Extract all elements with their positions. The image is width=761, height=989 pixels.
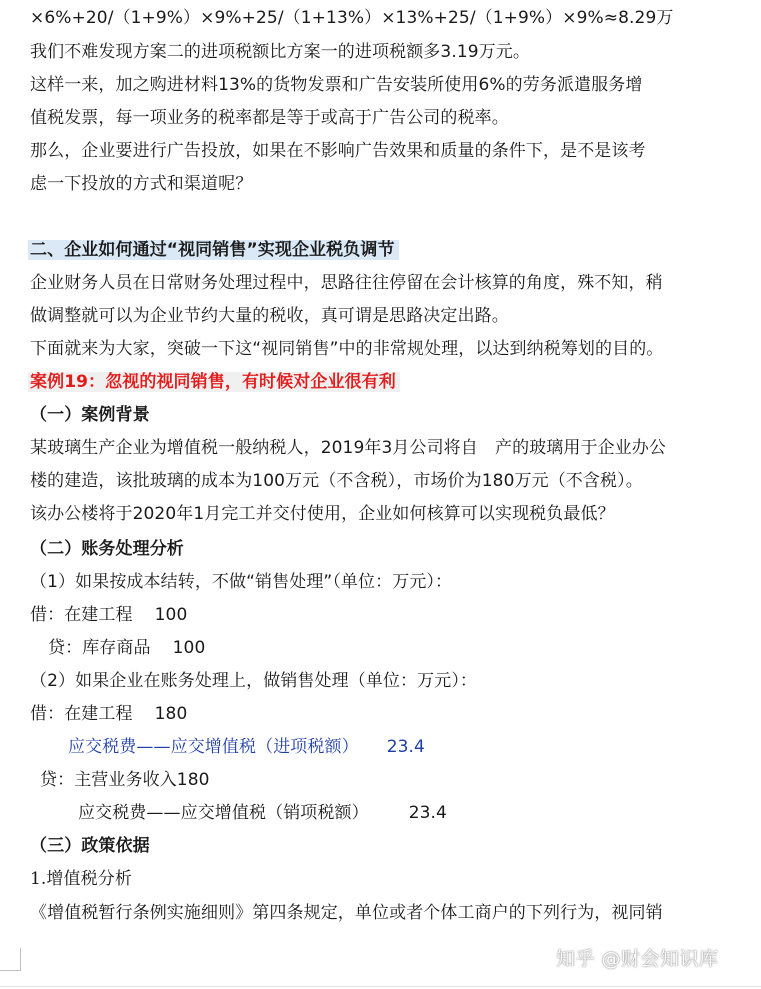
entry-amount: 23.4 [408,803,447,823]
entry-amount: 23.4 [386,737,425,757]
subheading: （三）政策依据 [30,836,150,856]
paragraph-line: 企业财务人员在日常财务处理过程中，思路往往停留在会计核算的角度，殊不知，稍 [30,273,663,293]
watermark: 知乎 @财会知识库 [556,948,719,970]
entry-account: 应交税费——应交增值税（销项税额） [78,803,369,823]
journal-entry-credit-tax [78,801,447,825]
paragraph-line: 这样一来，加之购进材料13%的货物发票和广告安装所使用6%的劳务派遣服务增 [30,75,643,95]
paragraph-line: 做调整就可以为企业节约大量的税收，真可谓是思路决定出路。 [30,306,509,326]
paragraph-line: 那么，企业要进行广告投放，如果在不影响广告效果和质量的条件下，是不是该考 [30,141,646,161]
journal-entry-credit [48,636,205,660]
paragraph-line: 《增值税暂行条例实施细则》第四条规定，单位或者个体工商户的下列行为，视同销 [30,903,663,923]
paragraph-line: 某玻璃生产企业为增值税一般纳税人，2019年3月公司将自 产的玻璃用于企业办公 [30,438,666,458]
paragraph-line: 下面就来为大家，突破一下这“视同销售”中的非常规处理，以达到纳税筹划的目的。 [30,339,664,359]
entry-account: 应交税费——应交增值税（进项税额） [68,737,359,757]
journal-entry-debit-tax [68,735,425,759]
paragraph-line: 值税发票，每一项业务的税率都是等于或高于广告公司的税率。 [30,108,509,128]
entry-account: 借：在建工程 [30,605,133,625]
paragraph-line: 虑一下投放的方式和渠道呢？ [30,174,253,194]
entry-account: 借：在建工程 [30,704,133,724]
paragraph-line: 1.增值税分析 [30,869,132,889]
paragraph-line: 楼的建造，该批玻璃的成本为100万元（不含税），市场价为180万元（不含税）。 [30,471,643,491]
subheading: （二）账务处理分析 [30,539,184,559]
entry-amount: 100 [172,638,206,658]
case-title [30,370,400,394]
entry-amount: 180 [154,704,188,724]
formula-line: ×6%+20/（1+9%）×9%+25/（1+13%）×13%+25/（1+9%）×9%≈8.29万 [30,8,674,28]
paragraph-line: （2）如果企业在账务处理上，做销售处理（单位：万元）： [30,671,478,691]
paragraph-line: 我们不难发现方案二的进项税额比方案一的进项税额多3.19万元。 [30,42,530,62]
paragraph-line: （1）如果按成本结转，不做“销售处理”（单位：万元）： [30,572,453,592]
journal-entry-debit [30,702,187,726]
paragraph-line: 该办公楼将于2020年1月完工并交付使用，企业如何核算可以实现税负最低？ [30,504,615,524]
section-heading-text: 二、企业如何通过“视同销售”实现企业税负调节 [28,240,399,260]
entry-account: 贷：库存商品 [48,638,151,658]
section-heading [30,238,399,262]
subheading: （一）案例背景 [30,405,150,425]
journal-entry-credit: 贷：主营业务收入180 [40,770,210,790]
page-corner-mark [0,948,21,971]
entry-amount: 100 [154,605,188,625]
page-divider [0,986,761,987]
journal-entry-debit [30,603,187,627]
case-title-text: 案例19：忽视的视同销售，有时候对企业很有利 [28,372,400,392]
